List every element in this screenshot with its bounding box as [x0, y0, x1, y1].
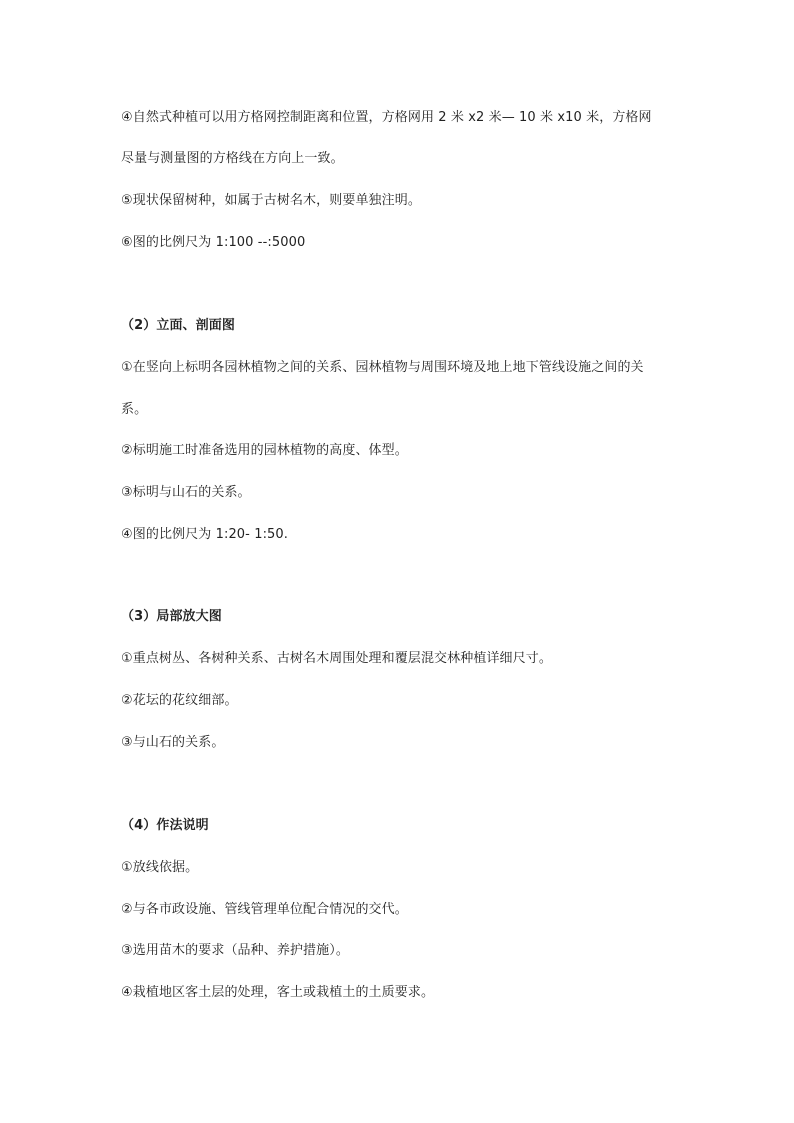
- elevation-item-1-line-1: ①在竖向上标明各园林植物之间的关系、园林植物与周围环境及地上地下管线设施之间的关: [121, 360, 644, 375]
- section-heading-elevation: （2）立面、剖面图: [121, 318, 235, 333]
- paragraph-item-4-line-2: 尽量与测量图的方格线在方向上一致。: [121, 151, 344, 166]
- method-item-4: ④栽植地区客土层的处理，客土或栽植土的土质要求。: [121, 985, 435, 1000]
- elevation-item-3: ③标明与山石的关系。: [121, 485, 251, 500]
- section-heading-detail: （3）局部放大图: [121, 609, 222, 624]
- detail-item-1: ①重点树丛、各树种关系、古树名木周围处理和覆层混交林种植详细尺寸。: [121, 651, 552, 666]
- paragraph-item-5: ⑤现状保留树种，如属于古树名木，则要单独注明。: [121, 193, 421, 208]
- section-heading-method: （4）作法说明: [121, 818, 209, 833]
- paragraph-item-6: ⑥图的比例尺为 1:100 --:5000: [121, 235, 306, 250]
- elevation-item-1-line-2: 系。: [121, 402, 148, 417]
- method-item-3: ③选用苗木的要求（品种、养护措施）。: [121, 943, 349, 958]
- elevation-item-4: ④图的比例尺为 1:20- 1:50.: [121, 527, 289, 542]
- paragraph-item-4-line-1: ④自然式种植可以用方格网控制距离和位置，方格网用 2 米 x2 米— 10 米 x10 米，方格网: [121, 110, 652, 125]
- method-item-1: ①放线依据。: [121, 860, 199, 875]
- elevation-item-2: ②标明施工时准备选用的园林植物的高度、体型。: [121, 443, 408, 458]
- detail-item-2: ②花坛的花纹细部。: [121, 693, 238, 708]
- method-item-2: ②与各市政设施、管线管理单位配合情况的交代。: [121, 902, 408, 917]
- detail-item-3: ③与山石的关系。: [121, 735, 225, 750]
